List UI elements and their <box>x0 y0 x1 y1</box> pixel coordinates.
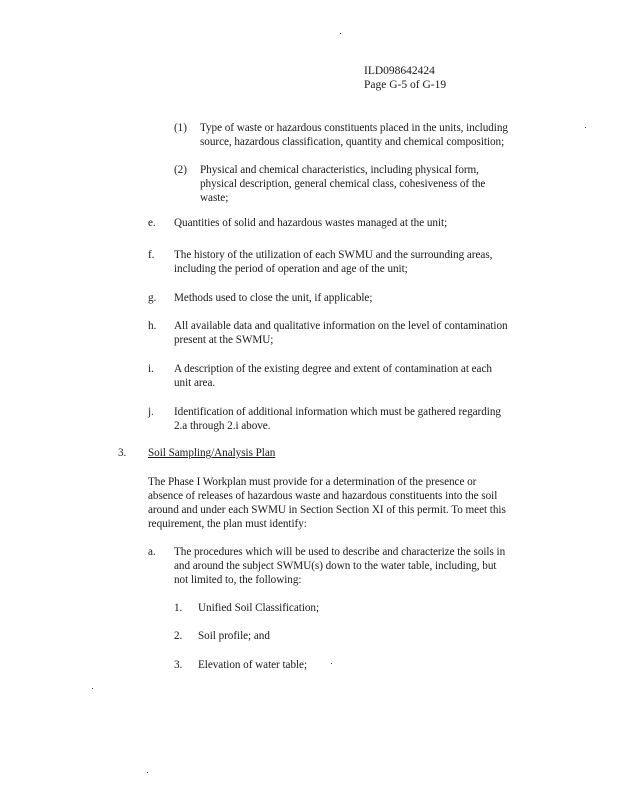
list-item-1-text: Unified Soil Classification; <box>198 602 320 614</box>
item-f-line-1: The history of the utilization of each SWMU and the surrounding areas, <box>174 249 493 261</box>
section-3-item-a-line-1: The procedures which will be used to describe and characterize the soils in <box>174 546 506 558</box>
item-h-line-1: All available data and qualitative information on the level of contamination <box>174 320 508 332</box>
sub-item-2-number: (2) <box>174 164 187 176</box>
sub-item-2-line-1: Physical and chemical characteristics, including physical form, <box>200 164 479 176</box>
section-3-heading: Soil Sampling/Analysis Plan <box>148 447 276 459</box>
item-f-line-2: including the period of operation and age of the unit; <box>174 263 408 275</box>
item-j-label: j. <box>148 406 154 418</box>
section-3-item-a-line-3: not limited to, the following: <box>174 574 302 586</box>
sub-item-1-line-2: source, hazardous classification, quantity and chemical composition; <box>200 136 505 148</box>
list-item-3-number: 3. <box>174 659 183 671</box>
section-3-item-a-label: a. <box>148 546 156 558</box>
list-item-2-number: 2. <box>174 630 183 642</box>
sub-item-2-line-2: physical description, general chemical class, cohesiveness of the <box>200 178 486 190</box>
scan-speck <box>92 688 93 689</box>
section-3-item-a-line-2: and around the subject SWMU(s) down to the water table, including, but <box>174 560 497 572</box>
document-id: ILD098642424 <box>364 65 435 77</box>
section-3-paragraph-line-2: absence of releases of hazardous waste and hazardous constituents into the soil <box>148 490 498 502</box>
item-h-line-2: present at the SWMU; <box>174 334 274 346</box>
sub-item-2-line-3: waste; <box>200 192 229 204</box>
scan-speck <box>147 772 148 773</box>
item-j-line-1: Identification of additional information which must be gathered regarding <box>174 406 501 418</box>
section-3-paragraph-line-4: requirement, the plan must identify: <box>148 518 307 530</box>
item-i-line-2: unit area. <box>174 377 216 389</box>
list-item-2-text: Soil profile; and <box>198 630 270 642</box>
section-3-paragraph-line-1: The Phase I Workplan must provide for a determination of the presence or <box>148 476 477 488</box>
list-item-3-text: Elevation of water table; <box>198 659 308 671</box>
scan-speck <box>331 663 332 664</box>
item-j-line-2: 2.a through 2.i above. <box>174 420 271 432</box>
item-e-label: e. <box>148 217 156 229</box>
sub-item-1-number: (1) <box>174 122 187 134</box>
page-number: Page G-5 of G-19 <box>364 79 447 91</box>
item-h-label: h. <box>148 320 157 332</box>
section-3-number: 3. <box>118 447 127 459</box>
list-item-1-number: 1. <box>174 602 183 614</box>
section-3-paragraph-line-3: around and under each SWMU in Section Section XI of this permit. To meet this <box>148 504 506 516</box>
item-i-line-1: A description of the existing degree and extent of contamination at each <box>174 363 492 375</box>
item-e-line-1: Quantities of solid and hazardous wastes managed at the unit; <box>174 217 448 229</box>
item-i-label: i. <box>148 363 154 375</box>
item-f-label: f. <box>148 249 155 261</box>
item-g-line-1: Methods used to close the unit, if applicable; <box>174 292 373 304</box>
sub-item-1-line-1: Type of waste or hazardous constituents placed in the units, including <box>200 122 508 134</box>
scan-speck <box>585 127 586 128</box>
item-g-label: g. <box>148 292 157 304</box>
scan-speck <box>340 33 341 34</box>
